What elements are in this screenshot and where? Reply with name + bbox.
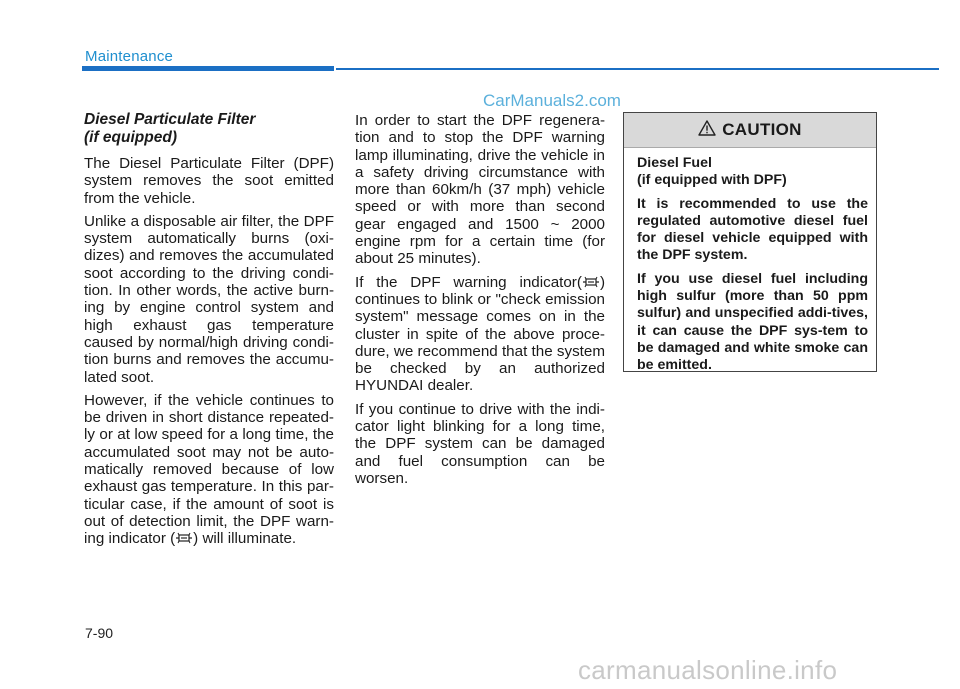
paragraph: If you continue to drive with the indi-cator light blinking for a long time, the DPF system can be damaged and fuel consumption can be worsen. bbox=[355, 400, 605, 487]
paragraph-text: If the DPF warning indicator( bbox=[355, 273, 582, 291]
caution-heading-line-1: Diesel Fuel bbox=[637, 155, 712, 171]
paragraph-text: ) continues to blink or "check emission system" message comes on in the cluster in spite of the above proce-dure, we recommend that the system be checked by an authorized HYUNDAI dealer. bbox=[355, 273, 605, 395]
caution-header bbox=[624, 113, 876, 148]
caution-paragraph: It is recommended to use the regulated automotive diesel fuel for diesel vehicle equipped with the DPF system. bbox=[637, 195, 868, 264]
watermark-top: CarManuals2.com bbox=[483, 91, 621, 110]
dpf-warning-icon bbox=[582, 275, 600, 289]
caution-box bbox=[623, 112, 877, 372]
paragraph bbox=[355, 274, 605, 395]
caution-heading-line-2: (if equipped with DPF) bbox=[637, 172, 787, 189]
watermark-bottom: carmanualsonline.info bbox=[578, 655, 838, 685]
section-title bbox=[84, 111, 334, 146]
paragraph-text: However, if the vehicle continues to be driven in short distance repeated-ly or at low speed for a long time, the accumulated soot may not be auto-matically removed because of low exhaust gas temperature. In this par-ticular case, if the amount of soot is out of detection limit, the DPF warn-ing indicator ( bbox=[84, 391, 334, 548]
paragraph: The Diesel Particulate Filter (DPF) system removes the soot emitted from the vehicle. bbox=[84, 155, 334, 207]
column-left bbox=[84, 111, 334, 554]
caution-title: CAUTION bbox=[722, 120, 802, 139]
header-rule-thin bbox=[336, 68, 939, 70]
paragraph: Unlike a disposable air filter, the DPF system automatically burns (oxi-dizes) and removes the accumulated soot according to the driving condi-tion. In other words, the active burn-ing by engine control system and high exhaust gas temperature caused by normal/high driving condi-tion burns and removes the accumu-lated soot. bbox=[84, 212, 334, 386]
page-number: 7-90 bbox=[85, 625, 114, 641]
paragraph bbox=[84, 392, 334, 548]
paragraph: In order to start the DPF regenera-tion and to stop the DPF warning lamp illuminating, drive the vehicle in a safety driving circumstance with more than 60km/h (37 mph) vehicle speed or with more than second gear engaged and 1500 ~ 2000 engine rpm for a certain time (for about 25 minutes). bbox=[355, 112, 605, 268]
header-rule-thick bbox=[82, 66, 334, 71]
title-line-1: Diesel Particulate Filter bbox=[84, 111, 256, 128]
dpf-warning-icon bbox=[175, 531, 193, 545]
caution-paragraph: If you use diesel fuel including high sulfur (more than 50 ppm sulfur) and unspecified addi-tives, it can cause the DPF sys-tem to be damaged and white smoke can be emitted. bbox=[637, 270, 868, 374]
caution-body bbox=[624, 148, 876, 375]
warning-triangle-icon bbox=[698, 120, 716, 141]
section-header-title: Maintenance bbox=[85, 48, 174, 65]
title-line-2: (if equipped) bbox=[84, 128, 177, 146]
caution-heading bbox=[637, 155, 868, 190]
column-middle bbox=[355, 112, 605, 493]
paragraph-text: ) will illuminate. bbox=[193, 530, 297, 548]
